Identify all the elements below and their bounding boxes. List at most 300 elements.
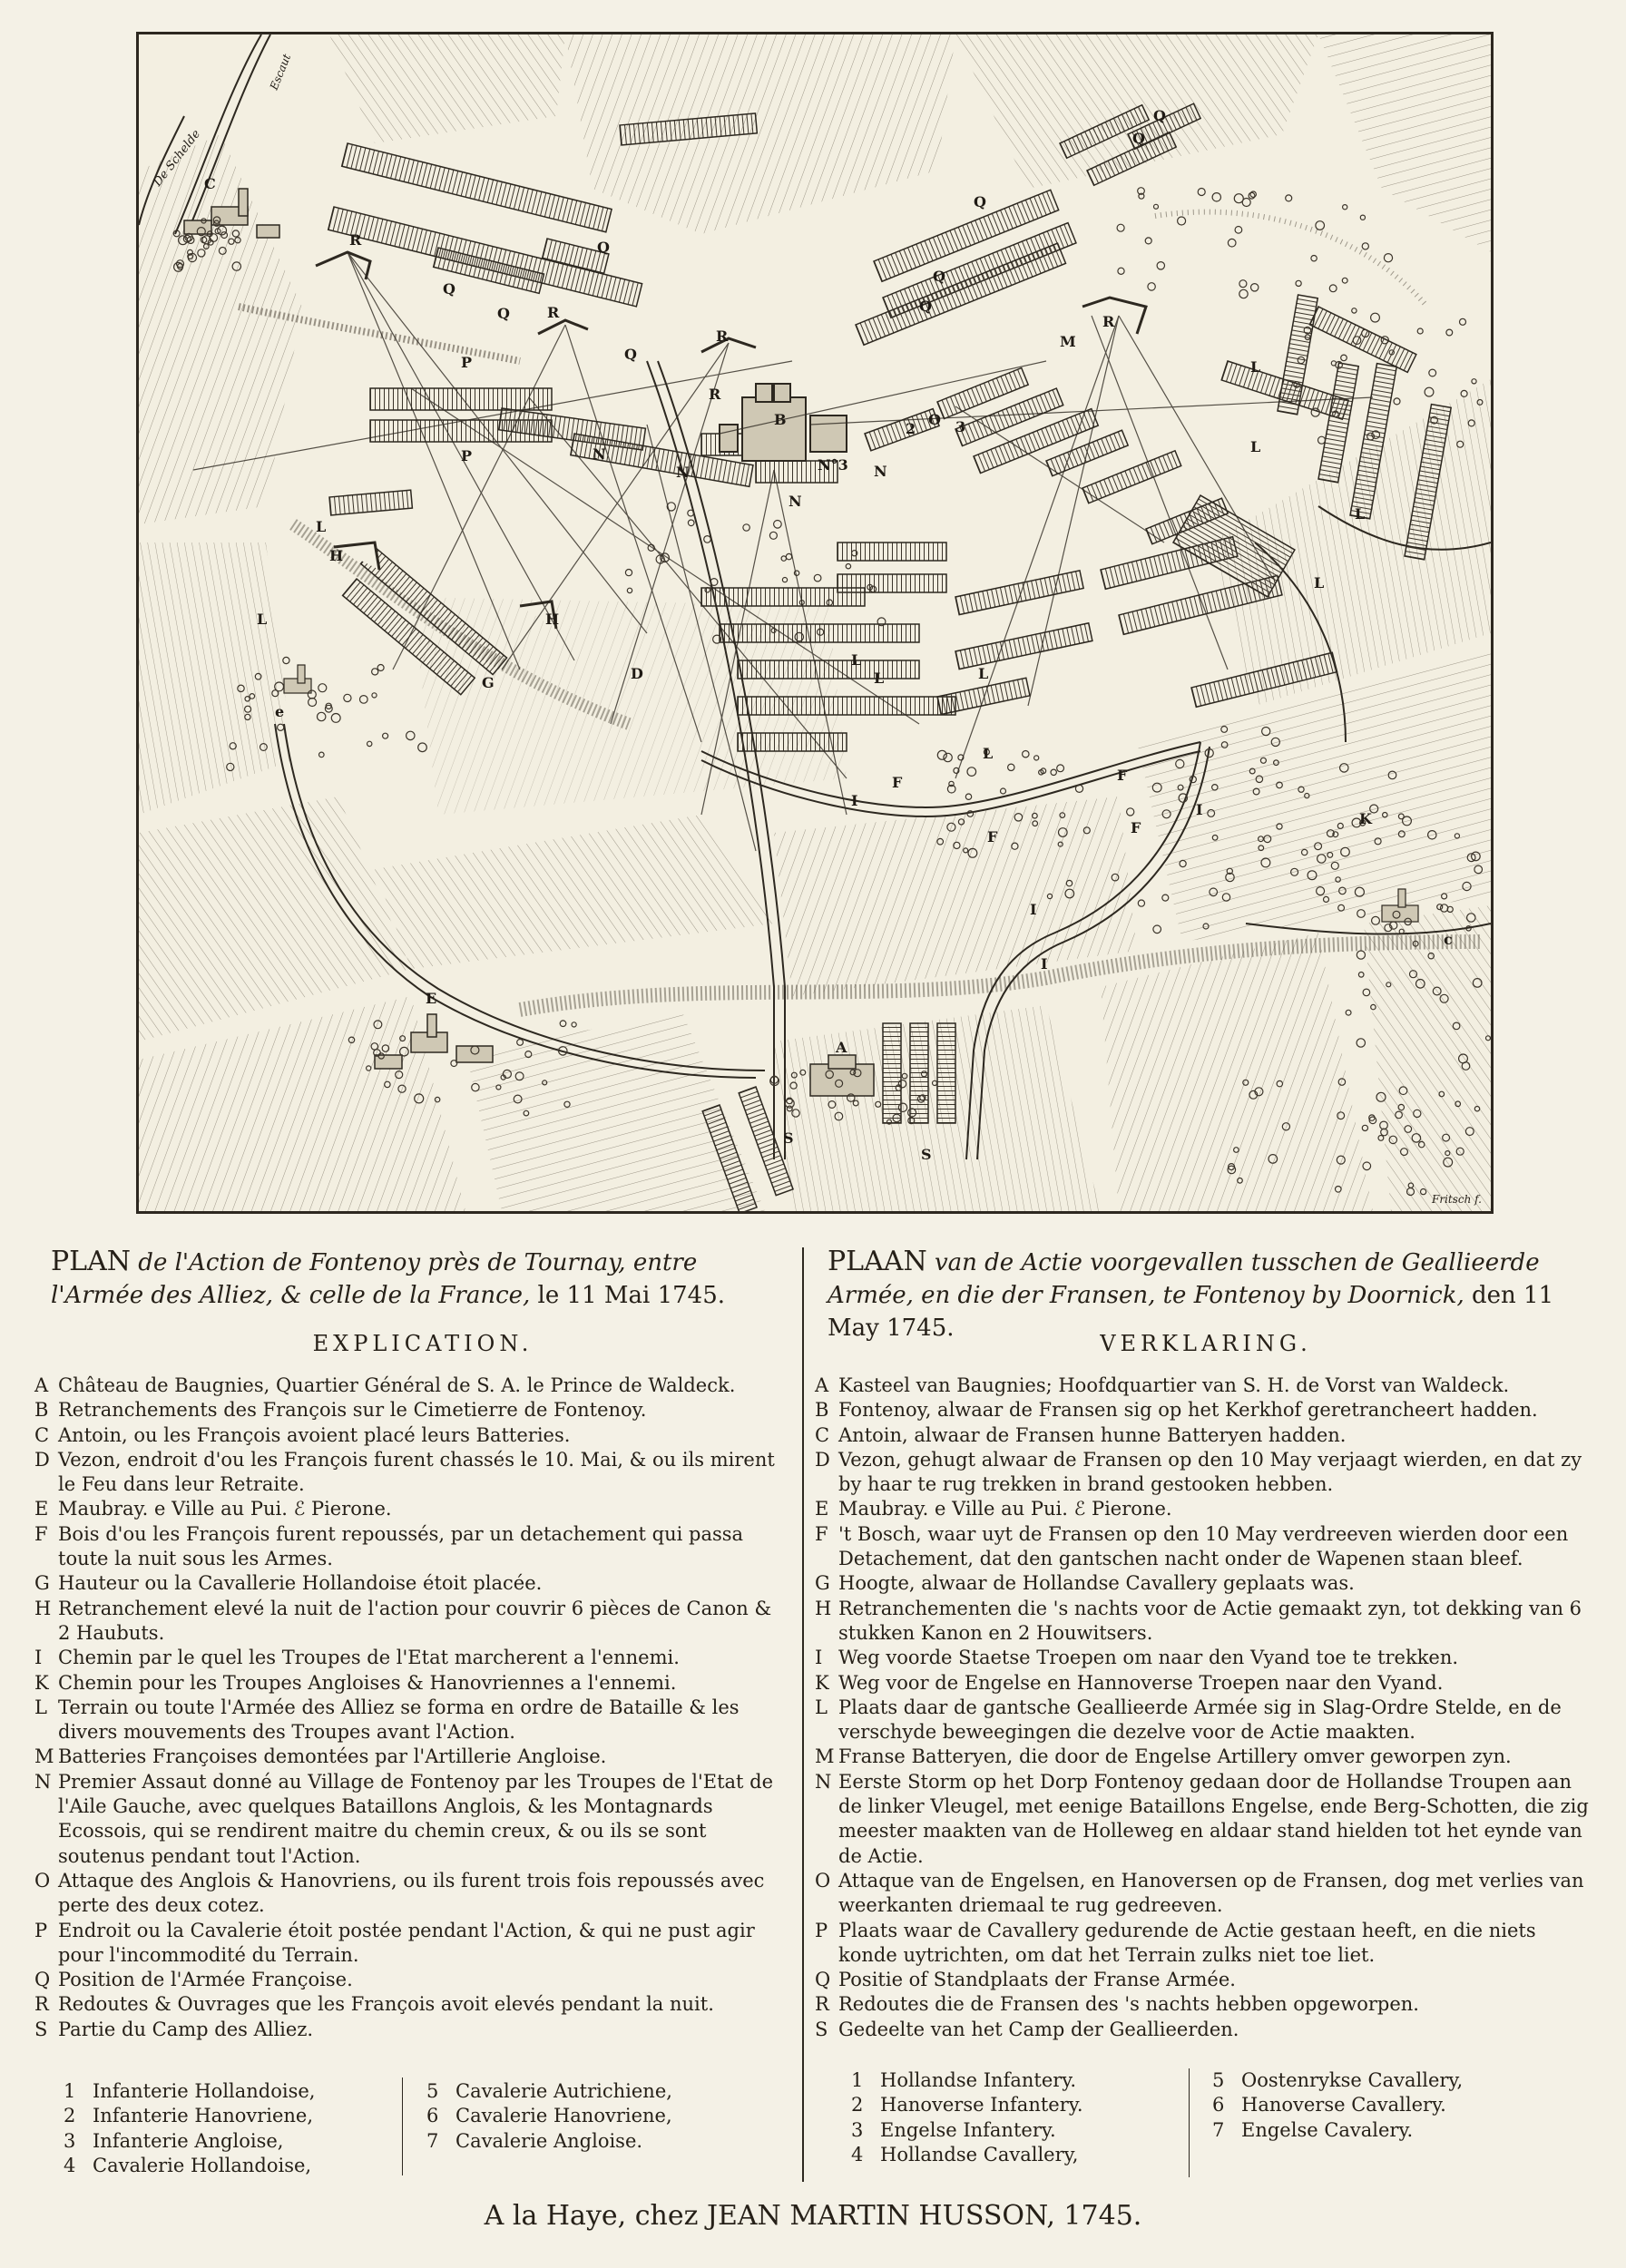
legend-entry-q: [815, 1968, 1595, 1992]
number-2: 2: [906, 420, 916, 437]
tree-mark: [318, 712, 326, 720]
letter-f-1: F: [1117, 767, 1128, 784]
tree-mark: [625, 570, 632, 576]
letter-l-3: L: [1250, 358, 1261, 376]
units-dutch-col2: [1212, 2068, 1557, 2143]
legend-key: F: [34, 1522, 48, 1545]
tree-mark: [1362, 243, 1368, 249]
legend-text: Partie du Camp des Alliez.: [58, 2018, 314, 2040]
tree-mark: [688, 510, 694, 516]
engraver-signature: Fritsch f.: [1432, 1193, 1482, 1206]
legend-text: Vezon, gehugt alwaar de Fransen op den 10 May verjaagt wierden, en dat zy by haar te rug trekken in brand gestooken hebben.: [838, 1448, 1582, 1496]
unit-name: Infanterie Angloise,: [93, 2129, 284, 2152]
unit-entry: [1212, 2118, 1557, 2143]
tree-mark: [1417, 328, 1423, 334]
letter-q-4: Q: [624, 346, 637, 363]
legend-text: Eerste Storm op het Dorp Fontenoy gedaan door de Hollandse Troupen aan de linker Vleugel, met eenige Bataillons Engelse, ende Berg-Schotten, die zig meester maakten van de Holleweg en aldaar stand hielden tot het eynde van de Actie.: [838, 1770, 1589, 1867]
letter-i-3: I: [1030, 901, 1037, 918]
tree-mark: [1148, 283, 1155, 290]
tree-mark: [283, 657, 289, 663]
letter-q-2: Q: [497, 305, 510, 322]
legend-entry-a: [34, 1374, 784, 1398]
unit-number: 3: [851, 2118, 864, 2141]
legend-entry-i: [34, 1646, 784, 1670]
tree-mark: [1228, 239, 1236, 247]
tree-mark: [1001, 788, 1006, 794]
tree-mark: [627, 588, 632, 592]
unit-entry: [64, 2129, 390, 2154]
unit-name: Cavalerie Autrichiene,: [455, 2080, 672, 2102]
letter-q-9: Q: [919, 298, 932, 315]
legend-key: L: [815, 1696, 828, 1718]
legend-dutch: [815, 1374, 1595, 2042]
legend-entry-g: [815, 1571, 1595, 1596]
letter-r-4: R: [709, 386, 721, 403]
unit-number: 4: [851, 2143, 864, 2165]
unit-entry: [64, 2154, 390, 2178]
tree-mark: [1154, 204, 1159, 209]
legend-entry-e: [815, 1497, 1595, 1521]
tree-mark: [1075, 785, 1082, 792]
title-dutch-date: den 11 May 1745.: [828, 1282, 1554, 1342]
legend-entry-h: [815, 1597, 1595, 1647]
unit-number: 5: [426, 2080, 439, 2102]
tree-mark: [344, 694, 351, 701]
letter-n-2: N: [676, 464, 690, 481]
letter-a: A: [836, 1039, 847, 1056]
unit-entry: [1212, 2093, 1557, 2117]
letter-f-3: F: [987, 828, 998, 846]
title-dutch: [828, 1246, 1590, 1344]
unit-number: 6: [1212, 2094, 1225, 2116]
legend-text: Hoogte, alwaar de Hollandse Cavallery geplaats was.: [838, 1572, 1355, 1595]
legend-entry-b: [815, 1398, 1595, 1422]
tree-mark: [1118, 268, 1124, 274]
legend-entry-g: [34, 1571, 784, 1596]
tree-mark: [1358, 973, 1364, 978]
legend-entry-c: [34, 1423, 784, 1448]
legend-text: Chemin par le quel les Troupes de l'Etat marcherent a l'ennemi.: [58, 1647, 680, 1669]
unit-number: 4: [64, 2154, 76, 2176]
tree-mark: [1371, 313, 1380, 322]
tree-mark: [1425, 387, 1434, 396]
legend-text: Attaque des Anglois & Hanovriens, ou ils furent trois fois repoussés avec perte des deux cotez.: [58, 1869, 765, 1917]
legend-key: A: [815, 1374, 829, 1396]
unit-entry: [426, 2129, 753, 2154]
letter-i-1: I: [851, 792, 858, 809]
legend-text: Endroit ou la Cavalerie étoit postée pendant l'Action, & qui ne pust agir pour l'incommodité du Terrain.: [58, 1919, 755, 1966]
tree-mark: [318, 684, 327, 692]
tree-mark: [572, 1022, 576, 1027]
tree-mark: [1342, 278, 1347, 283]
legend-key: K: [34, 1671, 49, 1694]
legend-text: Fontenoy, alwaar de Fransen sig op het Kerkhof geretrancheert hadden.: [838, 1399, 1538, 1422]
tree-mark: [1316, 221, 1325, 230]
legend-text: Batteries Françoises demontées par l'Artillerie Angloise.: [58, 1745, 607, 1768]
legend-text: Retranchements des François sur le Cimetierre de Fontenoy.: [58, 1399, 647, 1422]
legend-key: K: [815, 1671, 829, 1694]
legend-text: Positie of Standplaats der Franse Armée.: [838, 1969, 1236, 1991]
letter-q-1: Q: [597, 239, 610, 256]
legend-text: Chemin pour les Troupes Angloises & Hanovriennes a l'ennemi.: [58, 1671, 677, 1694]
legend-key: E: [815, 1498, 829, 1520]
letter-m: M: [1060, 333, 1076, 350]
unit-name: Engelse Cavalery.: [1241, 2118, 1414, 2141]
tree-mark: [781, 556, 786, 561]
legend-entry-i: [815, 1646, 1595, 1670]
title-french: [51, 1246, 795, 1312]
legend-text: Kasteel van Baugnies; Hoofdquartier van S. H. de Vorst van Waldeck.: [838, 1374, 1510, 1396]
title-dutch-text: van de Actie voorgevallen tusschen de Geallieerde Armée, en die der Fransen, te Fontenoy by Doornick,: [828, 1249, 1540, 1309]
tree-mark: [704, 536, 711, 543]
letter-q-6: Q: [933, 268, 945, 285]
legend-key: B: [815, 1399, 829, 1422]
legend-key: H: [815, 1597, 832, 1619]
legend-key: G: [815, 1572, 830, 1595]
unit-number: 5: [1212, 2069, 1225, 2091]
tree-mark: [688, 520, 694, 526]
tree-mark: [1357, 1039, 1365, 1047]
legend-key: O: [815, 1869, 831, 1892]
tree-mark: [1343, 205, 1347, 210]
legend-entry-l: [34, 1696, 784, 1745]
legend-entry-c: [815, 1423, 1595, 1448]
tree-mark: [406, 731, 415, 739]
legend-key: N: [34, 1770, 52, 1793]
legend-text: Terrain ou toute l'Armée des Alliez se forma en ordre de Bataille & les divers mouvements des Troupes avant l'Action.: [58, 1696, 740, 1744]
tree-mark: [1460, 318, 1466, 325]
tree-mark: [319, 752, 325, 758]
legend-text: Weg voor de Engelse en Hannoverse Troepen naar den Vyand.: [838, 1671, 1444, 1694]
unit-name: Cavalerie Hanovriene,: [455, 2105, 672, 2127]
tree-mark: [1352, 308, 1357, 313]
tree-mark: [1178, 217, 1186, 225]
legend-entry-d: [815, 1448, 1595, 1498]
legend-entry-f: [34, 1522, 784, 1572]
legend-key: F: [815, 1522, 828, 1545]
legend-text: 't Bosch, waar uyt de Fransen op den 10 May verdreeven wierden door een Detachement, dat den gantschen nacht onder de Wapenen staan bleef.: [838, 1522, 1569, 1570]
legend-key: I: [815, 1647, 823, 1669]
legend-entry-e: [34, 1497, 784, 1521]
letter-r-5: R: [1102, 313, 1115, 330]
legend-entry-l: [815, 1696, 1595, 1745]
tree-mark: [1157, 262, 1164, 269]
title-french-date: le 11 Mai 1745.: [537, 1282, 725, 1309]
legend-entry-o: [34, 1869, 784, 1919]
column-divider: [802, 1247, 804, 2182]
unit-name: Engelse Infantery.: [880, 2118, 1056, 2141]
tree-mark: [309, 699, 317, 707]
letter-e: E: [426, 990, 437, 1007]
legend-key: Q: [815, 1969, 831, 1991]
legend-key: R: [34, 1993, 49, 2016]
letter-f-4: F: [892, 774, 903, 791]
legend-entry-n: [815, 1770, 1595, 1869]
legend-key: M: [34, 1745, 54, 1768]
legend-key: L: [34, 1696, 47, 1718]
letter-q-7: Q: [1132, 130, 1145, 147]
publisher-name: JEAN MARTIN HUSSON: [706, 2200, 1047, 2232]
legend-key: M: [815, 1745, 835, 1768]
publisher-year: , 1745.: [1046, 2200, 1142, 2232]
legend-entry-n: [34, 1770, 784, 1869]
legend-key: D: [815, 1448, 830, 1471]
tree-mark: [1318, 436, 1326, 444]
letter-d: D: [631, 665, 643, 682]
tree-mark: [372, 693, 377, 698]
number-3: 3: [955, 418, 966, 435]
letter-i-2: I: [1196, 801, 1203, 818]
legend-key: G: [34, 1572, 50, 1595]
tree-mark: [560, 1021, 566, 1027]
tree-mark: [965, 794, 971, 799]
legend-entry-d: [34, 1448, 784, 1498]
tree-mark: [1446, 329, 1453, 336]
title-french-text: de l'Action de Fontenoy près de Tournay, entre l'Armée des Alliez, & celle de la France,: [51, 1249, 698, 1309]
tree-mark: [1242, 199, 1250, 207]
unit-entry: [426, 2079, 753, 2104]
legend-text: Maubray. e Ville au Pui. ℰ Pierone.: [838, 1498, 1172, 1520]
tree-mark: [1145, 238, 1151, 244]
legend-entry-m: [34, 1745, 784, 1769]
unit-number: 7: [426, 2129, 439, 2152]
tree-mark: [1286, 195, 1292, 201]
letter-n3: N°3: [818, 456, 848, 474]
tree-mark: [418, 743, 427, 752]
legend-entry-a: [815, 1374, 1595, 1398]
legend-text: Retranchementen die 's nachts voor de Actie gemaakt zyn, tot dekking van 6 stukken Kanon en 2 Houwitsers.: [838, 1597, 1582, 1644]
legend-entry-r: [34, 1992, 784, 2017]
legend-key: P: [815, 1919, 828, 1941]
escaut-label: Escaut: [267, 52, 294, 93]
unit-number: 6: [426, 2105, 439, 2127]
tree-mark: [1023, 751, 1029, 758]
letter-g: G: [482, 674, 495, 691]
legend-text: Position de l'Armée Françoise.: [58, 1969, 353, 1991]
tree-mark: [1357, 951, 1365, 959]
tree-mark: [1198, 189, 1205, 196]
tree-mark: [769, 532, 777, 539]
unit-entry: [851, 2143, 1178, 2167]
legend-text: Vezon, endroit d'ou les François furent chassés le 10. Mai, & ou ils mirent le Feu dans leur Retraite.: [58, 1448, 775, 1496]
units-dutch-col1: [851, 2068, 1178, 2167]
tree-mark: [1251, 284, 1259, 291]
tree-mark: [383, 733, 388, 738]
tree-mark: [1249, 192, 1255, 199]
legend-entry-m: [815, 1745, 1595, 1769]
tree-mark: [1311, 256, 1317, 261]
legend-key: E: [34, 1498, 49, 1520]
legend-entry-k: [34, 1671, 784, 1696]
legend-entry-s: [34, 2018, 784, 2042]
unit-number: 1: [64, 2080, 76, 2102]
letter-i-4: I: [1041, 955, 1048, 973]
units-french-col1: [64, 2079, 390, 2178]
legend-text: Plaats daar de gantsche Geallieerde Armée sig in Slag-Ordre Stelde, en de verschyde beweegingen die dezelve voor de Actie maakten.: [838, 1696, 1562, 1744]
legend-key: N: [815, 1770, 832, 1793]
letter-o: O: [928, 411, 941, 428]
legend-text: Château de Baugnies, Quartier Général de S. A. le Prince de Waldeck.: [58, 1374, 736, 1396]
legend-text: Maubray. e Ville au Pui. ℰ Pierone.: [58, 1498, 392, 1520]
legend-text: Premier Assaut donné au Village de Fontenoy par les Troupes de l'Etat de l'Aile Gauche, avec quelques Bataillons Anglois, & les Montagnards Ecossois, qui se rendirent maitre du chemin creux, & ou ils se sont soutenus pendant tout l'Action.: [58, 1770, 774, 1867]
letter-k: K: [1359, 810, 1372, 827]
tree-mark: [1378, 1136, 1384, 1141]
schelde-label: De Schelde: [151, 127, 204, 190]
map-drawing: [139, 34, 1491, 1211]
tree-mark: [331, 714, 340, 723]
unit-name: Infanterie Hanovriene,: [93, 2105, 314, 2127]
legend-text: Franse Batteryen, die door de Engelse Artillery omver geworpen zyn.: [838, 1745, 1512, 1768]
legend-key: S: [34, 2018, 48, 2040]
letter-r-3: R: [716, 327, 729, 345]
tree-mark: [1212, 193, 1220, 201]
tree-mark: [1341, 355, 1347, 361]
legend-text: Redoutes & Ouvrages que les François avoit elevés pendant la nuit.: [58, 1993, 714, 2016]
units-divider-french: [402, 2077, 403, 2175]
tree-mark: [1235, 227, 1242, 234]
legend-entry-f: [815, 1522, 1595, 1572]
tree-mark: [937, 750, 946, 759]
publisher-line: [0, 2200, 1626, 2232]
unit-entry: [851, 2068, 1178, 2093]
legend-text: Antoin, ou les François avoient placé leurs Batteries.: [58, 1423, 571, 1446]
legend-key: R: [815, 1993, 829, 2016]
letter-n-1: N: [593, 445, 606, 463]
legend-text: Attaque van de Engelsen, en Hanoversen op de Fransen, dog met verlies van weerkanten driemaal te rug gedreeven.: [838, 1869, 1584, 1917]
unit-name: Infanterie Hollandoise,: [93, 2080, 316, 2102]
unit-number: 2: [851, 2094, 864, 2116]
legend-french: [34, 1374, 784, 2042]
tree-mark: [743, 524, 749, 531]
unit-entry: [64, 2079, 390, 2104]
verklaring-heading: VERKLARING.: [1100, 1331, 1312, 1356]
unit-name: Hollandse Infantery.: [880, 2069, 1077, 2091]
units-french-col2: [426, 2079, 753, 2154]
legend-key: O: [34, 1869, 51, 1892]
tree-mark: [1296, 280, 1301, 286]
tree-mark: [1363, 989, 1370, 996]
legend-key: A: [34, 1374, 49, 1396]
legend-key: H: [34, 1597, 52, 1619]
tree-mark: [1363, 1162, 1371, 1170]
tree-mark: [1360, 215, 1365, 220]
letter-r-1: R: [349, 231, 362, 249]
tree-mark: [1239, 289, 1248, 298]
legend-key: C: [815, 1423, 830, 1446]
tree-mark: [967, 767, 976, 777]
legend-text: Gedeelte van het Camp der Geallieerden.: [838, 2018, 1239, 2040]
unit-number: 2: [64, 2105, 76, 2127]
legend-entry-r: [815, 1992, 1595, 2017]
tree-mark: [1437, 904, 1443, 910]
letter-l-7: L: [851, 651, 862, 669]
legend-key: Q: [34, 1969, 51, 1991]
letter-c-small: c: [1444, 931, 1453, 948]
letter-n-3: N: [789, 493, 802, 510]
letter-h-2: H: [545, 611, 560, 628]
tree-mark: [1162, 894, 1169, 901]
legend-key: I: [34, 1647, 43, 1669]
legend-entry-k: [815, 1671, 1595, 1696]
legend-entry-p: [815, 1919, 1595, 1969]
letter-l-9: L: [978, 665, 989, 682]
battle-map: [136, 32, 1494, 1214]
letter-p-2: P: [461, 447, 473, 464]
tree-mark: [1329, 285, 1337, 292]
unit-name: Cavalerie Angloise.: [455, 2129, 643, 2152]
tree-mark: [1239, 280, 1247, 288]
legend-entry-h: [34, 1597, 784, 1647]
publisher-prefix: A la Haye, chez: [484, 2200, 707, 2232]
tree-mark: [308, 690, 316, 699]
unit-number: 3: [64, 2129, 76, 2152]
letter-l-1: L: [316, 518, 327, 535]
legend-entry-s: [815, 2018, 1595, 2042]
tree-mark: [944, 753, 952, 761]
tree-mark: [1117, 224, 1124, 231]
letter-f-2: F: [1131, 819, 1141, 836]
tree-mark: [1057, 765, 1064, 772]
letter-q-5: Q: [974, 193, 986, 210]
letter-s-2: S: [921, 1146, 932, 1163]
tree-mark: [1051, 769, 1056, 775]
tree-mark: [786, 553, 791, 559]
legend-text: Hauteur ou la Cavallerie Hollandoise étoit placée.: [58, 1572, 543, 1595]
unit-number: 1: [851, 2069, 864, 2091]
letter-c-antoin: C: [204, 175, 216, 192]
legend-key: D: [34, 1448, 50, 1471]
legend-key: P: [34, 1919, 48, 1941]
letter-q-8: Q: [1153, 107, 1166, 124]
letter-l-2: L: [257, 611, 268, 628]
legend-text: Weg voorde Staetse Troepen om naar den Vyand toe te trekken.: [838, 1647, 1459, 1669]
legend-text: Bois d'ou les François furent repoussés, par un detachement qui passa toute la nuit sous les Armes.: [58, 1522, 744, 1570]
letter-n-4: N: [874, 463, 887, 480]
letter-p-1: P: [461, 354, 473, 371]
unit-entry: [1212, 2068, 1557, 2093]
letter-r-2: R: [547, 304, 560, 321]
legend-text: Plaats waar de Cavallery gedurende de Actie gestaan heeft, en die niets konde uytrichten, om dat het Terrain zulks niet toe liet.: [838, 1919, 1536, 1966]
tree-mark: [1153, 925, 1161, 934]
unit-name: Oostenrykse Cavallery,: [1241, 2069, 1464, 2091]
unit-entry: [64, 2104, 390, 2128]
tree-mark: [377, 665, 384, 671]
letter-e-small: e: [275, 703, 285, 720]
tree-mark: [1429, 369, 1436, 376]
unit-entry: [851, 2118, 1178, 2143]
tree-mark: [1362, 1125, 1367, 1130]
legend-entry-q: [34, 1968, 784, 1992]
legend-text: Redoutes die de Fransen des 's nachts hebben opgeworpen.: [838, 1993, 1419, 2016]
unit-name: Hanoverse Infantery.: [880, 2094, 1083, 2116]
tree-mark: [1346, 1010, 1351, 1015]
tree-mark: [1008, 764, 1014, 770]
tree-mark: [1394, 398, 1400, 405]
units-divider-dutch: [1189, 2068, 1190, 2177]
letter-l-8: L: [874, 670, 885, 687]
legend-text: Antoin, alwaar de Fransen hunne Batteryen hadden.: [838, 1423, 1347, 1446]
unit-name: Cavalerie Hollandoise,: [93, 2154, 312, 2176]
letter-h-1: H: [329, 547, 344, 564]
tree-mark: [846, 564, 850, 569]
legend-key: S: [815, 2018, 828, 2040]
unit-entry: [426, 2104, 753, 2128]
legend-entry-o: [815, 1869, 1595, 1919]
title-french-caps: PLAN: [51, 1246, 132, 1277]
letter-l-5: L: [1355, 505, 1366, 523]
tree-mark: [814, 574, 821, 582]
letter-q-3: Q: [443, 280, 455, 298]
